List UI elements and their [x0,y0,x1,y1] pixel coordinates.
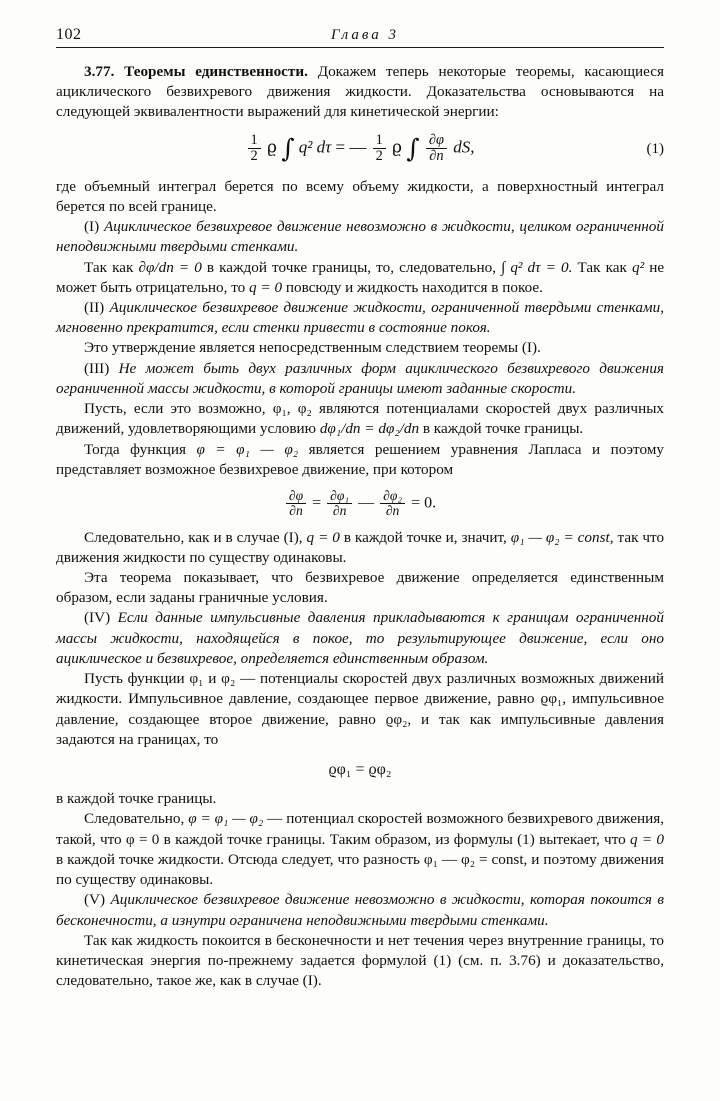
proof-1-text-b: в каждой точке границы, то, следовательно, [206,258,496,276]
t4-conclusion-math-1: φ = φ₁ — φ₂ [188,810,264,828]
paragraph-theorem-1 [56,217,664,257]
proof-1-text-a: Так как [84,258,134,276]
formula-1-equals: = — [335,137,367,157]
theorem-4-label: (IV) [84,609,111,627]
formula-1 [56,133,664,167]
theorem-2-label: (II) [84,299,105,317]
paragraph-laplace [56,440,664,480]
formula-2 [56,489,664,519]
proof-1-text-e: повсюду и жидкость находится в покое. [285,278,543,296]
t4-conclusion-text-a: Следовательно, [84,810,185,828]
formula-1-integral-left: ∫ [281,133,295,164]
formula-1-rho-right: ϱ [392,137,403,158]
paragraph-theorem-2-proof: Это утверждение является непосредственным следствием теоремы (I). [84,339,541,357]
formula-1-rho-left: ϱ [267,137,277,158]
laplace-math: φ = φ₁ — φ₂ [196,440,299,458]
conclusion-text-b: в каждой точке и, значит, [343,528,507,546]
page-header [56,26,664,44]
theorem-2-statement: Ациклическое безвихревое движение жидкости, ограниченной твердыми стенками, мгновенно прекратится, если стенки привести в состояние покоя. [56,299,664,337]
setup-text-a: Пусть, если это возможно, φ₁, φ₂ являются потенциалами скоростей двух различных движений, удовлетворяющими условию [56,400,664,438]
running-head: Глава 3 [330,27,400,43]
formula-1-left-coefficient: $\frac{1}{2}$ [248,133,261,164]
setup-math: dφ₁/dn = dφ₂/dn [319,420,420,438]
theorem-5-statement: Ациклическое безвихревое движение невозможно в жидкости, которая покоится в бесконечности, а изнутри ограничена неподвижными твердыми стенками. [56,891,664,929]
paragraph-theorem-2 [56,298,664,338]
paragraph-theorem-4-setup: Пусть функции φ₁ и φ₂ — потенциалы скоростей двух различных возможных движений жидкости. Импульсивное давление, создающее первое движение, равно ϱφ₁, импульсивное давление, создающее второе движение, равно ϱφ₂, и так как импульсивные давления задаются на границах, то [56,670,664,748]
section-title: Теоремы единственности. [124,63,308,80]
paragraph-theorem-3-conclusion [56,528,664,568]
formula-2-equals: = [312,494,322,512]
t4-conclusion-math-2: q = 0 [630,830,665,848]
formula-2-tail: = 0. [411,494,437,512]
proof-1-math-1: ∂φ/dn = 0 [138,258,202,276]
conclusion-text-a: Следовательно, как и в случае (I), [84,528,303,546]
formula-2-minus: — [358,494,375,512]
paragraph-theorem-4 [56,608,664,669]
laplace-text-b: является решением уравнения Лапласа и поэтому представляет возможное безвихревое движение, при котором [56,440,664,478]
paragraph-boundary-note: в каждой точке границы. [56,790,217,808]
formula-1-integral-right: ∫ [406,133,420,164]
paragraph-theorem-5 [56,890,664,930]
laplace-text-a: Тогда функция [84,440,186,458]
formula-2-term-2: $\frac{\text{∂φ₁}}{\partial n}$ [327,489,352,519]
formula-1-number: (1) [646,140,664,157]
formula-1-left-integrand: q² dτ [298,137,332,157]
conclusion-math-1: q = 0 [306,528,340,546]
theorem-3-label: (III) [84,359,110,377]
formula-1-dS: dS, [453,137,475,157]
section-number: 3.77. [84,63,115,80]
paragraph-theorem-3 [56,359,664,399]
paragraph-theorem-4-conclusion [56,809,664,890]
proof-1-math-3: q² [631,258,645,276]
theorem-3-statement: Не может быть двух различных форм ациклического безвихревого движения ограниченной массы жидкости, в которой границы имеют заданные скорости. [56,359,664,397]
paragraph-theorem-5-proof: Так как жидкость покоится в бесконечности и нет течения через внутренние границы, то кинетическая энергия по-прежнему задается формулой (1) (см. п. 3.76) и доказательство, следовательно, такое же, как в случае (I). [56,931,664,990]
conclusion-text-c: так что движения жидкости по существу одинаковы. [56,528,665,566]
theorem-5-label: (V) [84,891,106,909]
page-number: 102 [56,26,82,43]
proof-1-math-2: ∫ q² dτ = 0. [501,258,573,276]
formula-3: ϱφ₁ = ϱφ₂ [328,760,392,778]
formula-1-dphi-dn: $\frac{\partial\varphi}{\partial n}$ [426,133,447,164]
paragraph-uniqueness-note: Эта теорема показывает, что безвихревое движение определяется единственным образом, если заданы граничные условия. [56,568,664,607]
setup-text-b: в каждой точке границы. [422,420,584,438]
formula-2-term-3: $\frac{\text{∂φ₂}}{\partial n}$ [380,489,405,519]
proof-1-text-c: Так как [577,258,627,276]
theorem-1-label: (I) [84,218,100,236]
paragraph-integral-note: где объемный интеграл берется по всему объему жидкости, а поверхностный интеграл берется по всей границе. [56,177,664,215]
t4-conclusion-text-b: — потенциал скоростей возможного безвихревого движения, такой, что φ = 0 в каждой точке границы. Таким образом, из формулы (1) вытекает, что [56,810,665,848]
formula-2-term-1: $\frac{\partial\varphi}{\partial n}$ [286,489,306,519]
paragraph-section-intro [56,62,664,123]
proof-1-math-4: q = 0 [249,278,283,296]
theorem-1-statement: Ациклическое безвихревое движение невозможно в жидкости, целиком ограниченной неподвижными твердыми стенками. [56,218,664,256]
proof-1-text-d: не может быть отрицательно, то [56,258,665,296]
conclusion-math-2: φ₁ — φ₂ = const, [510,528,614,546]
page-body [56,62,664,991]
paragraph-theorem-3-setup [56,399,664,439]
t4-conclusion-text-c: в каждой точке жидкости. Отсюда следует, что разность φ₁ — φ₂ = const, и поэтому движения по существу одинаковы. [56,850,664,889]
header-rule [56,47,664,48]
theorem-4-statement: Если данные импульсивные давления прикладываются к границам ограниченной массы жидкости, находящейся в покое, то результирующее движение, если оно ациклическое и безвихревое, определяется единственным образом. [56,609,664,667]
paragraph-theorem-1-proof [56,258,664,298]
formula-1-right-coefficient: $\frac{1}{2}$ [373,133,386,164]
formula-1-body [96,133,624,167]
section-intro-text: Докажем теперь некоторые теоремы, касающиеся ациклического безвихревого движения жидкости. Доказательства основываются на следующей эквивалентности выражений для кинетической энергии: [56,63,664,121]
